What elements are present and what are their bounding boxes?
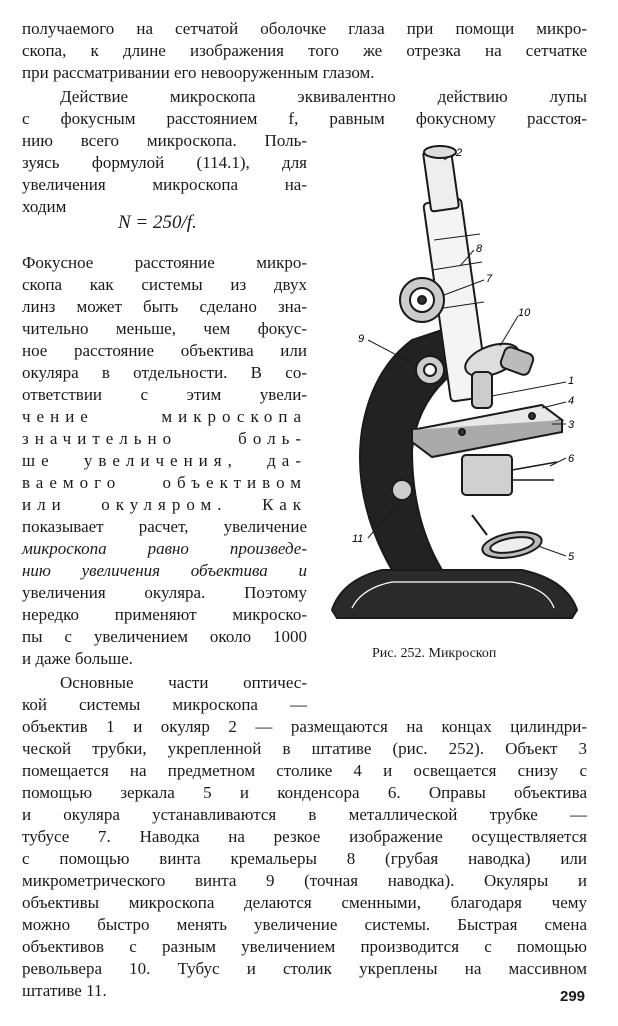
text-line: объективов с разным увеличением производится с помощью bbox=[22, 937, 587, 956]
figure-label: 1 bbox=[568, 375, 575, 387]
text-line: с помощью винта кремальеры 8 (грубая наводка) или bbox=[22, 849, 587, 868]
text-line: при рассматривании его невооруженным глазом. bbox=[22, 63, 375, 82]
text-line: Основные части оптичес- bbox=[60, 673, 307, 692]
text-line: увеличения микроскопа на- bbox=[22, 175, 307, 194]
text-line: скопа, к длине изображения того же отрезка на сетчатке bbox=[22, 41, 587, 60]
text-line: нию всего микроскопа. Поль- bbox=[22, 131, 307, 150]
figure-label: 3 bbox=[568, 419, 575, 431]
figure-label: 8 bbox=[476, 243, 483, 255]
text-line: Действие микроскопа эквивалентно действию лупы bbox=[60, 87, 587, 106]
text-line: микрометрического винта 9 (точная наводка). Окуляры и bbox=[22, 871, 587, 890]
microscope-figure bbox=[322, 140, 592, 640]
figure-label: 6 bbox=[568, 453, 575, 465]
text-line: объектив 1 и окуляр 2 — размещаются на концах цилиндри- bbox=[22, 717, 587, 736]
text-line: линз может быть сделано зна- bbox=[22, 297, 307, 316]
formula: N = 250/f. bbox=[118, 212, 197, 233]
text-line: нередко применяют микроско- bbox=[22, 605, 307, 624]
text-line: помещается на предметном столике 4 и освещается снизу с bbox=[22, 761, 587, 780]
text-line: скопа как системы из двух bbox=[22, 275, 307, 294]
text-line: ное расстояние объектива или bbox=[22, 341, 307, 360]
text-line: ческой трубки, укрепленной в штативе (рис. 252). Объект 3 bbox=[22, 739, 587, 758]
text-line: пы с увеличением около 1000 bbox=[22, 627, 307, 646]
text-line: окуляра в отдельности. В со- bbox=[22, 363, 307, 382]
text-line: ходим bbox=[22, 197, 67, 216]
text-line: зуясь формулой (114.1), для bbox=[22, 153, 307, 172]
text-line: ответствии с этим увели- bbox=[22, 385, 307, 404]
figure-label: 9 bbox=[358, 333, 365, 345]
figure-label: 4 bbox=[568, 395, 575, 407]
text-line: штативе 11. bbox=[22, 981, 107, 1000]
text-line: с фокусным расстоянием f, равным фокусному расстоя- bbox=[22, 109, 587, 128]
figure-label: 5 bbox=[568, 551, 575, 563]
text-line: можно быстро менять увеличение системы. Быстрая смена bbox=[22, 915, 587, 934]
text-line: Фокусное расстояние микро- bbox=[22, 253, 307, 272]
figure-label: 2 bbox=[456, 147, 463, 159]
text-line: помощью зеркала 5 и конденсора 6. Оправы объектива bbox=[22, 783, 587, 802]
text-line-italic: нию увеличения объектива и bbox=[22, 561, 307, 580]
text-line: ше увеличения, да- bbox=[22, 451, 307, 470]
text-line: получаемого на сетчатой оболочке глаза при помощи микро- bbox=[22, 19, 587, 38]
figure-label: 10 bbox=[518, 307, 531, 319]
text-line-italic: микроскопа равно произведе- bbox=[22, 539, 307, 558]
figure-caption: Рис. 252. Микроскоп bbox=[372, 646, 497, 661]
text-line: увеличения окуляра. Поэтому bbox=[22, 583, 307, 602]
text-line: чительно меньше, чем фокус- bbox=[22, 319, 307, 338]
text-line: ваемого объективом bbox=[22, 473, 307, 492]
text-line: револьвера 10. Тубус и столик укреплены на массивном bbox=[22, 959, 587, 978]
page-number: 299 bbox=[560, 988, 586, 1005]
text-line: тубусе 7. Наводка на резкое изображение осуществляется bbox=[22, 827, 587, 846]
text-line: значительно боль- bbox=[22, 429, 307, 448]
text-line: или окуляром. Как bbox=[22, 495, 307, 514]
figure-label: 11 bbox=[352, 533, 364, 545]
text-line: и даже больше. bbox=[22, 649, 133, 668]
text-line: чение микроскопа bbox=[22, 407, 307, 426]
text-line: показывает расчет, увеличение bbox=[22, 517, 307, 536]
figure-label: 7 bbox=[486, 273, 493, 285]
text-line: кой системы микроскопа — bbox=[22, 695, 307, 714]
text-line: и окуляра устанавливаются в металлической трубке — bbox=[22, 805, 587, 824]
text-line: объективы микроскопа делаются сменными, благодаря чему bbox=[22, 893, 587, 912]
